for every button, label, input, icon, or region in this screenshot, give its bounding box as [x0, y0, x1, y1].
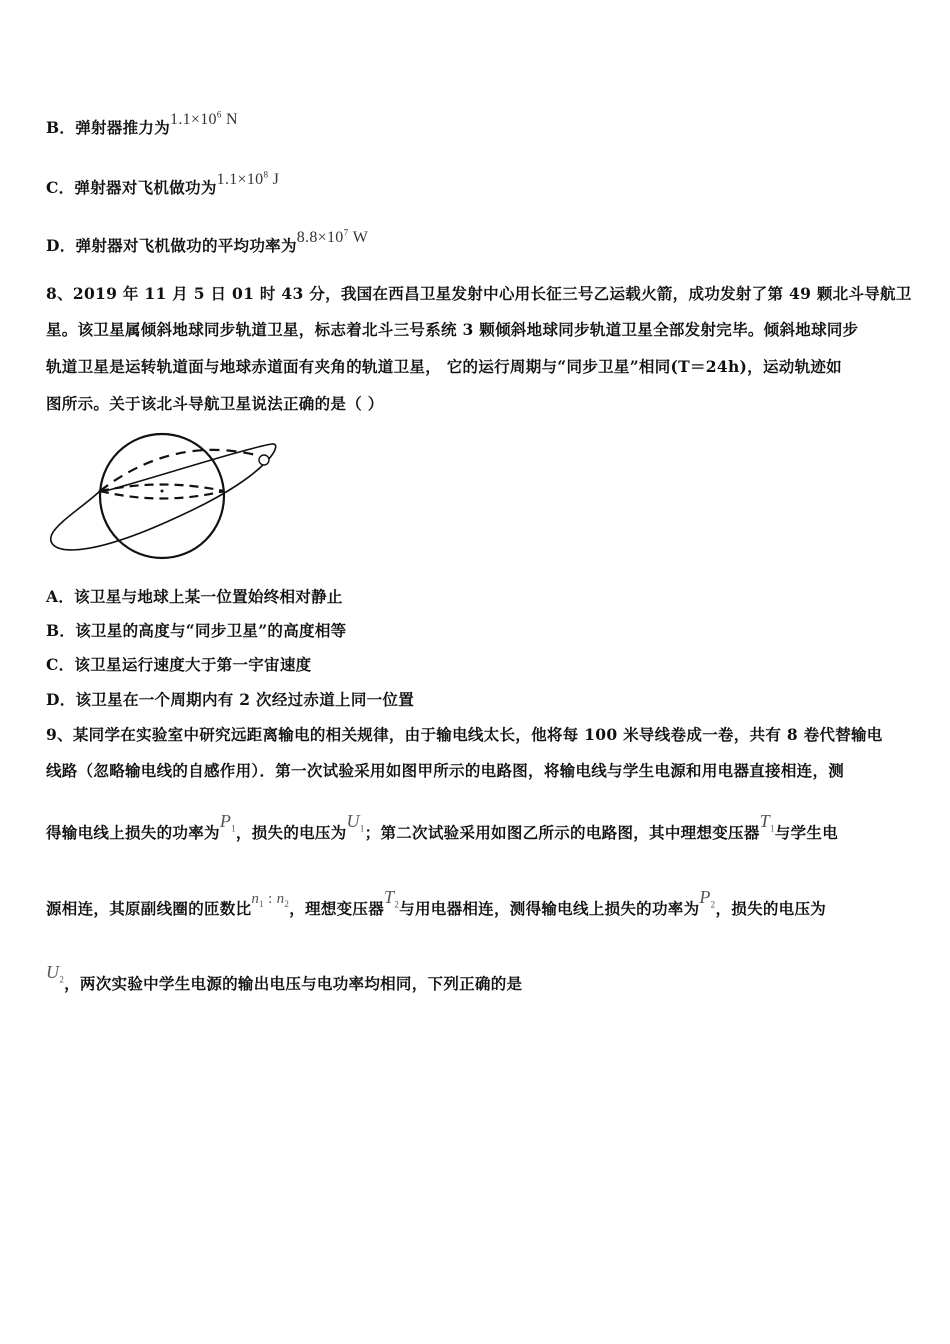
q7-option-b-formula: $1.1\times 10^6$ N	[170, 109, 238, 128]
q8-stem-line-3: 轨道卫星是运转轨道面与地球赤道面有夹角的轨道卫星， 它的运行周期与“同步卫星”相同(T＝24h)，运动轨迹如	[46, 357, 842, 376]
orbit-ellipse	[51, 444, 276, 550]
q7-option-b-label: B．弹射器推力为	[46, 118, 171, 137]
q9-stem-line-5: $U_2$，两次实验中学生电源的输出电压与电功率均相同，下列正确的是	[46, 962, 523, 993]
q7-option-d-formula: $8.8\times 10^7$ W	[296, 227, 369, 246]
var-t1: $T_1$	[759, 811, 775, 834]
var-p2: $P_2$	[699, 887, 716, 910]
q8-option-a: A．该卫星与地球上某一位置始终相对静止	[46, 587, 343, 606]
q8-stem-line-2: 星。该卫星属倾斜地球同步轨道卫星，标志着北斗三号系统 3 颗倾斜地球同步轨道卫星全部发射完毕。倾斜地球同步	[46, 320, 859, 339]
q9-stem-line-4: 源相连，其原副线圈的匝数比$n_1$ : $n_2$，理想变压器$T_2$与用电器相连，测得输电线上损失的功率为$P_2$，损失的电压为	[46, 887, 827, 918]
satellite-icon	[259, 455, 269, 465]
q8-option-b: B．该卫星的高度与“同步卫星”的高度相等	[46, 621, 347, 640]
var-u2: $U_2$	[46, 962, 65, 985]
var-p1: $P_1$	[219, 811, 236, 834]
q7-option-c-formula: $1.1\times 10^8$ J	[216, 169, 280, 188]
q7-option-d	[46, 227, 369, 256]
q9-stem-line-2: 线路（忽略输电线的自感作用）．第一次试验采用如图甲所示的电路图，将输电线与学生电源和用电器直接相连，测	[46, 761, 845, 780]
q7-option-b	[46, 109, 238, 138]
q9-stem-line-1: 9、某同学在实验室中研究远距离输电的相关规律，由于输电线太长，他将每 100 米导线卷成一卷，共有 8 卷代替输电	[46, 725, 883, 744]
q7-option-c	[46, 169, 280, 198]
q8-stem-line-1: 8、2019 年 11 月 5 日 01 时 43 分，我国在西昌卫星发射中心用长征三号乙运载火箭，成功发射了第 49 颗北斗导航卫	[46, 284, 912, 303]
var-t2: $T_2$	[384, 887, 400, 910]
earth-circle	[100, 434, 224, 558]
q8-option-c: C．该卫星运行速度大于第一宇宙速度	[46, 655, 312, 674]
satellite-orbit-diagram	[44, 426, 284, 562]
earth-center-dot	[161, 490, 164, 493]
var-u1: $U_1$	[346, 811, 365, 834]
q7-option-d-label: D．弹射器对飞机做功的平均功率为	[46, 236, 297, 255]
q8-option-d: D．该卫星在一个周期内有 2 次经过赤道上同一位置	[46, 690, 415, 709]
q8-stem-line-4: 图所示。关于该北斗导航卫星说法正确的是（ ）	[46, 394, 384, 413]
q7-option-c-label: C．弹射器对飞机做功为	[46, 178, 217, 197]
var-n1-n2: $n_1$ : $n_2$	[251, 891, 290, 909]
q9-stem-line-3: 得输电线上损失的功率为$P_1$，损失的电压为$U_1$；第二次试验采用如图乙所示的电路图，其中理想变压器$T_1$与学生电	[46, 811, 838, 842]
